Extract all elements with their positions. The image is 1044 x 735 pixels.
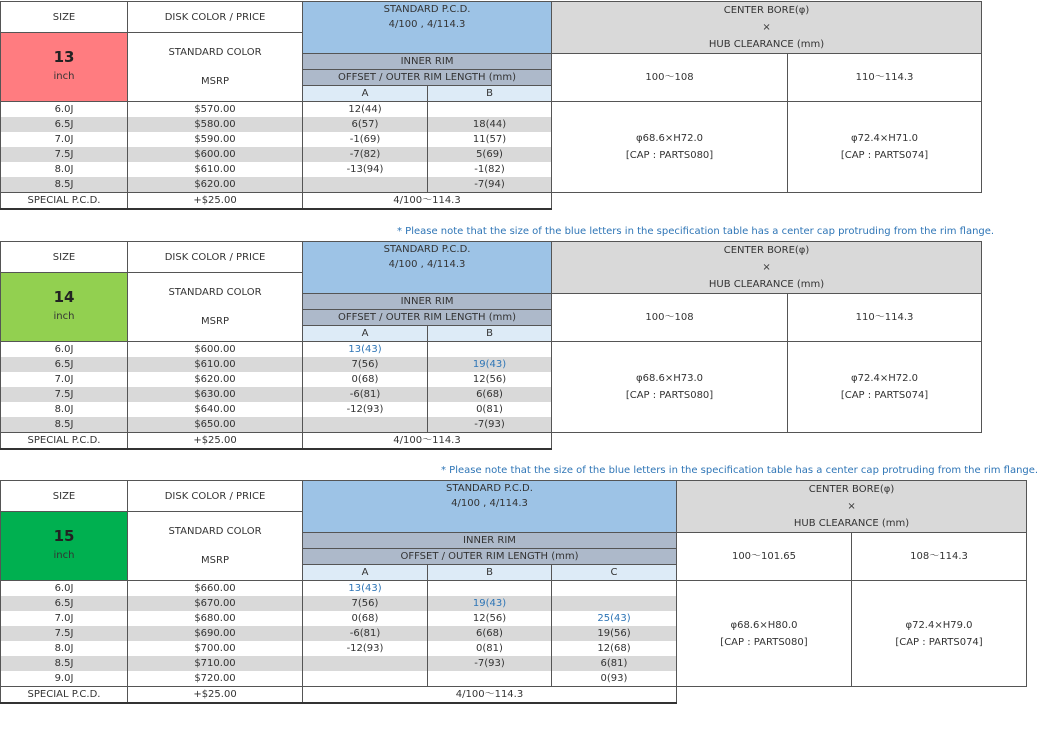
price: $650.00 bbox=[128, 417, 303, 433]
disk-color-price-header: DISK COLOR / PRICE bbox=[128, 481, 303, 512]
col-b-header: B bbox=[428, 326, 552, 342]
rim-size: 8.5J bbox=[1, 417, 128, 433]
price: $600.00 bbox=[128, 147, 303, 162]
offset-value: -6(81) bbox=[303, 387, 428, 402]
hub-spec-1 bbox=[552, 342, 788, 433]
special-pcd-value: 4/100～114.3 bbox=[303, 687, 677, 704]
spec-table-15-inch bbox=[0, 480, 1027, 704]
cap-part: [CAP : PARTS080] bbox=[720, 636, 808, 648]
cap-part: [CAP : PARTS074] bbox=[840, 390, 929, 401]
offset-value bbox=[428, 671, 552, 687]
offset-value: -7(93) bbox=[428, 417, 552, 433]
table-row bbox=[1, 102, 982, 118]
hub-spec: φ72.4×H72.0 bbox=[851, 373, 919, 384]
hub-spec: φ72.4×H71.0 bbox=[851, 133, 919, 144]
center-bore-header bbox=[552, 2, 982, 54]
rim-size: 7.0J bbox=[1, 132, 128, 147]
rim-size: 6.0J bbox=[1, 342, 128, 358]
offset-value: 0(81) bbox=[428, 402, 552, 417]
special-pcd-price: +$25.00 bbox=[128, 193, 303, 210]
size-value: 14 bbox=[53, 288, 75, 306]
offset-value: -7(93) bbox=[428, 656, 552, 671]
hub-clearance-label: HUB CLEARANCE (mm) bbox=[708, 279, 825, 290]
hub-range-2: 110～114.3 bbox=[788, 294, 982, 342]
col-b-header: B bbox=[428, 86, 552, 102]
offset-value: -6(81) bbox=[303, 626, 428, 641]
price: $610.00 bbox=[128, 357, 303, 372]
spec-table-14-inch bbox=[0, 241, 982, 450]
size-value: 15 bbox=[53, 527, 75, 545]
standard-color-label: STANDARD COLOR bbox=[168, 287, 262, 298]
pcd-value: 4/100 , 4/114.3 bbox=[388, 259, 466, 270]
price: $600.00 bbox=[128, 342, 303, 358]
offset-value bbox=[428, 581, 552, 597]
size-unit: inch bbox=[53, 71, 75, 82]
rim-size: 6.5J bbox=[1, 596, 128, 611]
rim-size: 6.5J bbox=[1, 117, 128, 132]
offset-value: 6(57) bbox=[303, 117, 428, 132]
cap-part: [CAP : PARTS074] bbox=[840, 150, 929, 161]
offset-value: -1(82) bbox=[428, 162, 552, 177]
rim-size: 8.0J bbox=[1, 402, 128, 417]
rim-size: 7.0J bbox=[1, 611, 128, 626]
pcd-title: STANDARD P.C.D. bbox=[383, 4, 471, 15]
rim-size: 6.0J bbox=[1, 102, 128, 118]
price: $580.00 bbox=[128, 117, 303, 132]
standard-color-label: STANDARD COLOR bbox=[168, 526, 262, 537]
offset-value: 0(68) bbox=[303, 611, 428, 626]
msrp-label: MSRP bbox=[201, 555, 229, 566]
offset-value: 25(43) bbox=[552, 611, 677, 626]
offset-value: -7(82) bbox=[303, 147, 428, 162]
col-a-header: A bbox=[303, 326, 428, 342]
rim-size: 8.0J bbox=[1, 162, 128, 177]
pcd-value: 4/100 , 4/114.3 bbox=[451, 498, 528, 509]
price: $630.00 bbox=[128, 387, 303, 402]
offset-value: 11(57) bbox=[428, 132, 552, 147]
price: $570.00 bbox=[128, 102, 303, 118]
hub-spec-1 bbox=[552, 102, 788, 193]
offset-header: OFFSET / OUTER RIM LENGTH (mm) bbox=[303, 70, 552, 86]
cap-part: [CAP : PARTS074] bbox=[895, 636, 983, 648]
offset-value bbox=[428, 102, 552, 118]
center-bore-label: CENTER BORE(φ) bbox=[808, 484, 895, 495]
cap-part: [CAP : PARTS080] bbox=[625, 150, 714, 161]
inner-rim-header: INNER RIM bbox=[303, 533, 677, 549]
offset-value: 13(43) bbox=[303, 342, 428, 358]
standard-pcd-header bbox=[303, 2, 552, 54]
offset-value: -7(94) bbox=[428, 177, 552, 193]
hub-spec-2 bbox=[788, 342, 982, 433]
offset-value: 12(56) bbox=[428, 372, 552, 387]
offset-value: 6(68) bbox=[428, 387, 552, 402]
standard-pcd-header bbox=[303, 242, 552, 294]
offset-value: 6(81) bbox=[552, 656, 677, 671]
offset-value: 0(68) bbox=[303, 372, 428, 387]
col-a-header: A bbox=[303, 86, 428, 102]
spec-table bbox=[0, 241, 982, 450]
hub-spec-2 bbox=[852, 581, 1027, 687]
offset-value bbox=[552, 581, 677, 597]
spec-table bbox=[0, 1, 982, 210]
price: $720.00 bbox=[128, 671, 303, 687]
special-pcd-label: SPECIAL P.C.D. bbox=[1, 687, 128, 704]
disk-color-price-header: DISK COLOR / PRICE bbox=[128, 2, 303, 33]
size-cell bbox=[1, 273, 128, 342]
special-pcd-price: +$25.00 bbox=[128, 433, 303, 450]
spec-table-13-inch bbox=[0, 1, 982, 210]
spec-table bbox=[0, 480, 1027, 704]
offset-value: 19(43) bbox=[428, 596, 552, 611]
offset-value: 6(68) bbox=[428, 626, 552, 641]
size-header: SIZE bbox=[1, 481, 128, 512]
offset-value: 0(81) bbox=[428, 641, 552, 656]
center-bore-label: CENTER BORE(φ) bbox=[723, 245, 810, 256]
offset-value bbox=[303, 656, 428, 671]
rim-size: 8.0J bbox=[1, 641, 128, 656]
rim-size: 7.5J bbox=[1, 147, 128, 162]
hub-spec: φ68.6×H72.0 bbox=[636, 133, 704, 144]
offset-value bbox=[428, 342, 552, 358]
standard-color-msrp bbox=[128, 512, 303, 581]
price: $700.00 bbox=[128, 641, 303, 656]
special-pcd-price: +$25.00 bbox=[128, 687, 303, 704]
offset-value: 7(56) bbox=[303, 357, 428, 372]
hub-spec-1 bbox=[677, 581, 852, 687]
times-sign: × bbox=[762, 262, 771, 273]
size-unit: inch bbox=[53, 311, 75, 322]
price: $620.00 bbox=[128, 372, 303, 387]
standard-color-label: STANDARD COLOR bbox=[168, 47, 262, 58]
pcd-value: 4/100 , 4/114.3 bbox=[388, 19, 466, 30]
offset-value: 7(56) bbox=[303, 596, 428, 611]
offset-value: 13(43) bbox=[303, 581, 428, 597]
blue-letter-note: * Please note that the size of the blue letters in the specification table has a center cap protruding from the rim flange. bbox=[397, 226, 995, 237]
special-pcd-value: 4/100～114.3 bbox=[303, 433, 552, 450]
disk-color-price-header: DISK COLOR / PRICE bbox=[128, 242, 303, 273]
hub-range-2: 110～114.3 bbox=[788, 54, 982, 102]
offset-value: -1(69) bbox=[303, 132, 428, 147]
inner-rim-header: INNER RIM bbox=[303, 294, 552, 310]
price: $690.00 bbox=[128, 626, 303, 641]
inner-rim-header: INNER RIM bbox=[303, 54, 552, 70]
special-pcd-label: SPECIAL P.C.D. bbox=[1, 193, 128, 210]
msrp-label: MSRP bbox=[201, 76, 229, 87]
offset-value: 19(56) bbox=[552, 626, 677, 641]
hub-range-1: 100～108 bbox=[552, 54, 788, 102]
hub-spec: φ68.6×H80.0 bbox=[730, 619, 798, 631]
center-bore-label: CENTER BORE(φ) bbox=[723, 5, 810, 16]
offset-value: 12(56) bbox=[428, 611, 552, 626]
cap-part: [CAP : PARTS080] bbox=[625, 390, 714, 401]
special-pcd-label: SPECIAL P.C.D. bbox=[1, 433, 128, 450]
standard-color-msrp bbox=[128, 273, 303, 342]
col-c-header: C bbox=[552, 565, 677, 581]
table-row bbox=[1, 581, 1027, 597]
rim-size: 8.5J bbox=[1, 177, 128, 193]
price: $710.00 bbox=[128, 656, 303, 671]
times-sign: × bbox=[762, 22, 771, 33]
offset-header: OFFSET / OUTER RIM LENGTH (mm) bbox=[303, 549, 677, 565]
offset-header: OFFSET / OUTER RIM LENGTH (mm) bbox=[303, 310, 552, 326]
hub-spec-2 bbox=[788, 102, 982, 193]
rim-size: 6.0J bbox=[1, 581, 128, 597]
price: $640.00 bbox=[128, 402, 303, 417]
times-sign: × bbox=[847, 501, 856, 512]
rim-size: 8.5J bbox=[1, 656, 128, 671]
col-b-header: B bbox=[428, 565, 552, 581]
center-bore-header bbox=[552, 242, 982, 294]
size-value: 13 bbox=[53, 48, 75, 66]
offset-value: -12(93) bbox=[303, 641, 428, 656]
center-bore-header bbox=[677, 481, 1027, 533]
offset-value: 0(93) bbox=[552, 671, 677, 687]
offset-value: 12(68) bbox=[552, 641, 677, 656]
price: $660.00 bbox=[128, 581, 303, 597]
offset-value bbox=[552, 596, 677, 611]
offset-value: 19(43) bbox=[428, 357, 552, 372]
hub-range-1: 100～108 bbox=[552, 294, 788, 342]
size-unit: inch bbox=[53, 550, 75, 561]
offset-value bbox=[303, 671, 428, 687]
rim-size: 7.0J bbox=[1, 372, 128, 387]
hub-range-1: 100～101.65 bbox=[677, 533, 852, 581]
pcd-title: STANDARD P.C.D. bbox=[446, 483, 533, 494]
hub-spec: φ68.6×H73.0 bbox=[636, 373, 704, 384]
hub-clearance-label: HUB CLEARANCE (mm) bbox=[708, 39, 825, 50]
size-header: SIZE bbox=[1, 242, 128, 273]
offset-value: -12(93) bbox=[303, 402, 428, 417]
price: $680.00 bbox=[128, 611, 303, 626]
size-cell bbox=[1, 33, 128, 102]
hub-clearance-label: HUB CLEARANCE (mm) bbox=[793, 518, 910, 529]
col-a-header: A bbox=[303, 565, 428, 581]
price: $590.00 bbox=[128, 132, 303, 147]
price: $620.00 bbox=[128, 177, 303, 193]
table-row bbox=[1, 342, 982, 358]
hub-range-2: 108～114.3 bbox=[852, 533, 1027, 581]
offset-value: 12(44) bbox=[303, 102, 428, 118]
size-header: SIZE bbox=[1, 2, 128, 33]
blue-letter-note: * Please note that the size of the blue letters in the specification table has a center cap protruding from the rim flange. bbox=[441, 465, 1039, 476]
rim-size: 7.5J bbox=[1, 626, 128, 641]
msrp-label: MSRP bbox=[201, 316, 229, 327]
offset-value: 5(69) bbox=[428, 147, 552, 162]
price: $610.00 bbox=[128, 162, 303, 177]
standard-pcd-header bbox=[303, 481, 677, 533]
offset-value: 18(44) bbox=[428, 117, 552, 132]
special-pcd-value: 4/100～114.3 bbox=[303, 193, 552, 210]
price: $670.00 bbox=[128, 596, 303, 611]
size-cell bbox=[1, 512, 128, 581]
offset-value bbox=[303, 177, 428, 193]
offset-value: -13(94) bbox=[303, 162, 428, 177]
rim-size: 6.5J bbox=[1, 357, 128, 372]
pcd-title: STANDARD P.C.D. bbox=[383, 244, 471, 255]
offset-value bbox=[303, 417, 428, 433]
hub-spec: φ72.4×H79.0 bbox=[905, 619, 973, 631]
standard-color-msrp bbox=[128, 33, 303, 102]
rim-size: 9.0J bbox=[1, 671, 128, 687]
rim-size: 7.5J bbox=[1, 387, 128, 402]
